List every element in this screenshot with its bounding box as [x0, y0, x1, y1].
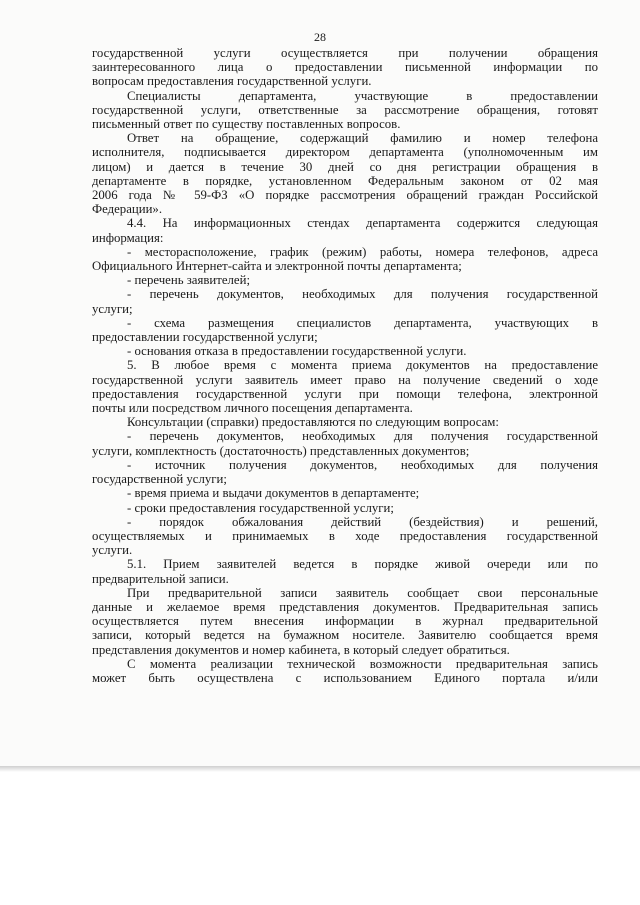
- text-line: Федерации».: [92, 202, 163, 217]
- document-body: [92, 46, 598, 685]
- text-line: 5. В любое время с момента приема документов на предоставление: [127, 358, 598, 373]
- text-line: - основания отказа в предоставлении государственной услуги.: [127, 344, 467, 359]
- text-line: предварительной записи.: [92, 571, 229, 586]
- text-line: Специалисты департамента, участвующие в предоставлении: [127, 88, 598, 103]
- text-line: При предварительной записи заявитель сообщает свои персональные: [127, 585, 598, 600]
- text-line: вопросам предоставления государственной услуги.: [92, 74, 372, 89]
- text-line: 5.1. Прием заявителей ведется в порядке живой очереди или по: [127, 557, 598, 572]
- text-line: информация:: [92, 230, 164, 245]
- text-line: предоставлении государственной услуги;: [92, 330, 318, 345]
- text-line: - перечень заявителей;: [127, 273, 251, 288]
- page-number: 28: [314, 30, 326, 44]
- text-line: представления документов и номер кабинета, в который следует обратиться.: [92, 642, 510, 657]
- text-line: - перечень документов, необходимых для получения государственной: [127, 287, 598, 302]
- text-line: предоставления государственной услуги при помощи телефона, электронной: [92, 386, 598, 401]
- text-line: данные и желаемое время представления документов. Предварительная запись: [92, 599, 598, 614]
- text-line: государственной услуги заявитель имеет право на получение сведений о ходе: [92, 372, 598, 387]
- text-line: - схема размещения специалистов департамента, участвующих в: [127, 315, 598, 330]
- text-line: услуги;: [92, 301, 133, 316]
- text-line: - время приема и выдачи документов в департаменте;: [127, 486, 420, 501]
- text-line: С момента реализации технической возможности предварительная запись: [127, 656, 598, 671]
- text-line: департаменте в порядке, установленном Федеральным законом от 02 мая: [92, 173, 598, 188]
- text-line: осуществляется путем внесения информации в журнал предварительной: [92, 614, 598, 629]
- text-line: Официального Интернет-сайта и электронной почты департамента;: [92, 259, 462, 274]
- text-line: может быть осуществлена с использованием Единого портала и/или: [92, 670, 598, 685]
- text-line: 2006 года № 59-ФЗ «О порядке рассмотрения обращений граждан Российской: [92, 188, 598, 203]
- text-line: - сроки предоставления государственной услуги;: [127, 500, 394, 515]
- text-line: 4.4. На информационных стендах департамента содержится следующая: [127, 216, 598, 231]
- text-line: записи, который ведется на бумажном носителе. Заявителю сообщается время: [92, 628, 598, 643]
- text-line: - перечень документов, необходимых для получения государственной: [127, 429, 598, 444]
- text-line: исполнителя, подписывается директором департамента (уполномоченным им: [92, 145, 598, 160]
- text-line: письменный ответ по существу поставленных вопросов.: [92, 117, 401, 132]
- text-line: заинтересованного лица о предоставлении письменной информации по: [92, 60, 598, 75]
- text-line: государственной услуги, ответственные за рассмотрение обращения, готовят: [92, 102, 598, 117]
- text-line: Консультации (справки) предоставляются по следующим вопросам:: [127, 415, 499, 430]
- text-line: - источник получения документов, необходимых для получения: [127, 457, 598, 472]
- text-line: государственной услуги осуществляется при получении обращения: [92, 46, 598, 60]
- text-line: почты или посредством личного посещения департамента.: [92, 401, 413, 416]
- text-line: Ответ на обращение, содержащий фамилию и номер телефона: [127, 131, 598, 146]
- text-line: лицом) и дается в течение 30 дней со дня регистрации обращения в: [92, 159, 598, 174]
- text-line: осуществляемых и принимаемых в ходе предоставления государственной: [92, 528, 598, 543]
- text-line: услуги, комплектность (достаточность) представленных документов;: [92, 443, 470, 458]
- text-line: - порядок обжалования действий (бездействия) и решений,: [127, 514, 598, 529]
- text-line: - месторасположение, график (режим) работы, номера телефонов, адреса: [127, 244, 598, 259]
- text-line: государственной услуги;: [92, 472, 227, 487]
- scan-edge-shadow: [0, 766, 640, 772]
- text-line: услуги.: [92, 543, 133, 558]
